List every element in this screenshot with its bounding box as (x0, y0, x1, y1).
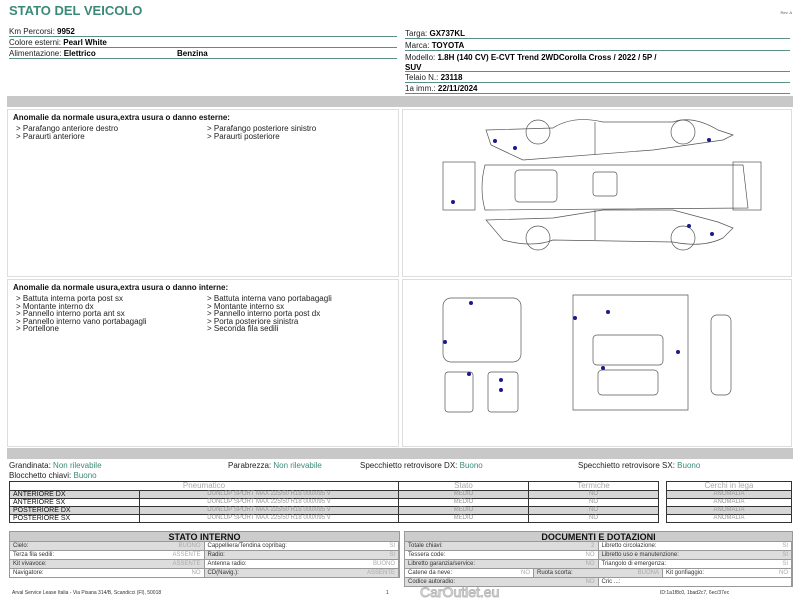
field (599, 542, 793, 550)
page-number: 1 (386, 590, 389, 596)
field-label: Triangolo di emergenza: (601, 561, 666, 567)
field (405, 542, 599, 550)
field-value: 2 (591, 543, 595, 549)
trunk-view (443, 298, 521, 362)
field-label: CD(Navig.): (207, 570, 239, 576)
field-label: Terza fila sedili: (13, 552, 55, 558)
documenti-section (404, 531, 793, 587)
list-item: > Montante interno dx (16, 301, 94, 311)
km-row: Km Percorsi: 9952 (9, 27, 397, 37)
field-value: SI (389, 552, 395, 558)
parabrezza: Parabrezza: Non rilevabile (228, 461, 322, 470)
list-item: > Battuta interna porta post sx (16, 294, 123, 303)
field (599, 560, 793, 568)
field-value: NO (191, 570, 201, 576)
damage-dot (451, 200, 455, 204)
list-item: > Paraurti anteriore (16, 131, 85, 141)
list-item: > Montante interno sx (207, 301, 285, 311)
rim-cell: ANOMALIA (667, 491, 792, 499)
car-side-top (486, 120, 733, 160)
field (205, 542, 400, 550)
rim-cell: ANOMALIA (667, 507, 792, 515)
field-label: Tessera code: (408, 552, 446, 558)
table-row (9, 560, 400, 569)
modello-row: Modello: 1.8H (140 CV) E-CVT Trend 2WDCorolla Cross / 2022 / 5P / SUV (405, 53, 790, 72)
divider-bar-2 (7, 448, 793, 459)
damage-dot (687, 224, 691, 228)
field-value: BUONA (637, 570, 659, 576)
list-item: > Seconda fila sedili (207, 324, 279, 333)
list-item: > Parafango posteriore sinistro (207, 124, 317, 133)
exterior-heading: Anomalie da normale usura,extra usura o danno esterne: (13, 113, 230, 122)
col-header: Pneumatico (10, 482, 399, 491)
field-value: SI (782, 552, 788, 558)
field-value: NO (521, 570, 530, 576)
table-row (404, 569, 793, 578)
table-row (9, 569, 400, 578)
exterior-diagram (402, 109, 792, 277)
rim-cell: ANOMALIA (667, 499, 792, 507)
list-item: > Paraurti posteriore (207, 131, 280, 141)
imm-row: 1a imm.: 22/11/2024 (405, 84, 790, 94)
field (405, 560, 599, 568)
field (10, 551, 205, 559)
field-value: NO (779, 570, 788, 576)
colore-row: Colore esterni: Pearl White (9, 38, 397, 48)
list-item: > Parafango anteriore destro (16, 124, 119, 133)
field (10, 560, 205, 568)
list-item: > Pannello interno porta ant sx (16, 309, 125, 318)
exterior-list (8, 125, 398, 140)
footer-id: ID:1a1f8c0, 1bad2c7, 6ec/37ec (660, 590, 730, 596)
divider-bar (7, 96, 793, 107)
field (205, 551, 400, 559)
table-row (9, 542, 400, 551)
section-title: DOCUMENTI E DOTAZIONI (404, 531, 793, 542)
field-label: Cappelliera/Tendina copribag: (207, 543, 287, 549)
interior-damage-panel (7, 279, 399, 447)
telaio-row: Telaio N.: 23118 (405, 73, 790, 83)
rims-table (666, 481, 792, 523)
cabin-view (573, 295, 688, 410)
field (10, 569, 205, 577)
field (205, 560, 400, 568)
field (205, 569, 400, 577)
field-label: Libretto circolazione: (601, 543, 657, 549)
field-value: ASSENTE (172, 552, 201, 558)
list-item: > Pannello interno vano portabagagli (16, 316, 147, 326)
key-view (711, 315, 731, 395)
field-value: SI (782, 543, 788, 549)
alimentazione-row: Alimentazione: Elettrico Benzina (9, 49, 397, 59)
table-row: ANTERIORE SX DUNLOP SPORT MAX 225/50 R18 000/095 V MEDIO NO (10, 499, 659, 507)
watermark: CarOutlet.eu (420, 584, 500, 600)
field-value: NO (585, 579, 595, 585)
field (405, 551, 599, 559)
interior-heading: Anomalie da normale usura,extra usura o danno interne: (13, 283, 229, 292)
field-value: SI (782, 561, 788, 567)
table-row (404, 551, 793, 560)
field-label: Cielo: (13, 543, 29, 549)
page-title: STATO DEL VEICOLO (9, 3, 143, 18)
car-side-bottom (486, 210, 733, 250)
targa-row: Targa: GX737KL (405, 29, 790, 39)
revision: Rev. A (780, 10, 792, 15)
blocchetto-chiavi: Blocchetto chiavi: Buono (9, 471, 97, 480)
table-row: POSTERIORE SX DUNLOP SPORT MAX 225/50 R18 000/095 V MEDIO NO (10, 515, 659, 523)
field-label: Codice autoradio: (408, 579, 456, 585)
interior-list (8, 295, 398, 333)
field-label: Libretto uso e manutenzione: (601, 552, 679, 558)
car-top-view (443, 162, 761, 210)
footer-address: Arval Service Lease Italia - Via Pisana 314/B, Scandicci (FI), 50018 (12, 590, 162, 596)
section-title: STATO INTERNO (9, 531, 400, 542)
field-value: NO (585, 552, 595, 558)
field-value: SI (389, 543, 395, 549)
list-item: > Portellone (16, 324, 59, 333)
field-value: NO (585, 561, 595, 567)
list-item: > Battuta interna vano portabagagli (207, 294, 332, 303)
field-label: Libretto garanzia/service: (408, 561, 476, 567)
col-header: Cerchi in lega (667, 482, 792, 491)
field (534, 569, 663, 577)
field-label: Navigatore: (13, 570, 44, 576)
field-label: Radio: (207, 552, 225, 558)
table-row: POSTERIORE DX DUNLOP SPORT MAX 225/50 R18 000/095 V MEDIO NO (10, 507, 659, 515)
field (405, 569, 534, 577)
field-label: Cric ...: (601, 579, 621, 585)
field (663, 569, 792, 577)
grandinata: Grandinata: Non rilevabile (9, 461, 102, 470)
field-value: BUONO (178, 543, 201, 549)
specchietto-sx: Specchietto retrovisore SX: Buono (578, 461, 701, 470)
field-label: Kit gonfiaggio: (666, 570, 705, 576)
field-value: ASSENTE (366, 570, 395, 576)
field-label: Ruota scorta: (537, 570, 573, 576)
col-header: Stato (399, 482, 529, 491)
table-row (9, 551, 400, 560)
field (599, 551, 793, 559)
exterior-damage-panel (7, 109, 399, 277)
damage-dot (710, 232, 714, 236)
list-item: > Porta posteriore sinistra (207, 316, 299, 326)
damage-dot (513, 146, 517, 150)
field-value: ASSENTE (172, 561, 201, 567)
table-row (404, 560, 793, 569)
rim-cell: ANOMALIA (667, 515, 792, 523)
col-header: Termiche (529, 482, 659, 491)
field-label: Totale chiavi: (408, 543, 443, 549)
field (10, 542, 205, 550)
field-label: Antenna radio: (207, 561, 247, 567)
field-value: BUONO (372, 561, 395, 567)
table-row: ANTERIORE DX DUNLOP SPORT MAX 225/50 R18 000/095 V MEDIO NO (10, 491, 659, 499)
interior-diagram (402, 279, 792, 447)
damage-dot (707, 138, 711, 142)
list-item: > Pannello interno porta post dx (207, 309, 321, 318)
field (599, 578, 793, 586)
table-row (404, 542, 793, 551)
field-label: Kit vivavoce: (13, 561, 47, 567)
marca-row: Marca: TOYOTA (405, 41, 790, 51)
field-label: Catene da neve: (408, 570, 453, 576)
stato-interno-section (9, 531, 400, 578)
tires-table (9, 481, 659, 523)
specchietto-dx: Specchietto retrovisore DX: Buono (360, 461, 483, 470)
damage-dot (493, 139, 497, 143)
